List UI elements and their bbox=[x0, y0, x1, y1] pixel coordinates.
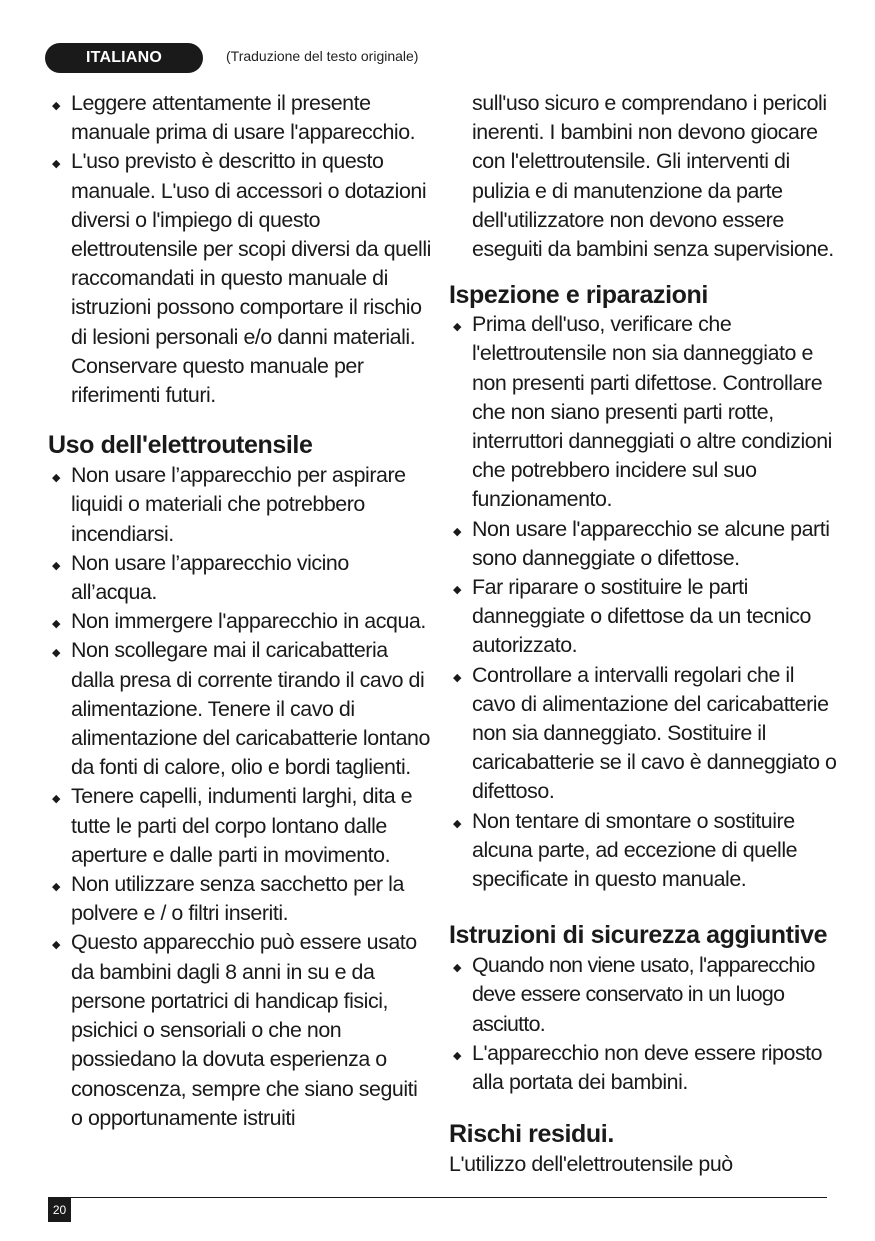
diamond-bullet-icon: ◆ bbox=[52, 559, 61, 572]
continuation-paragraph: sull'uso sicuro e comprendano i pericoli inerenti. I bambini non devono giocare con l'elettroutensile. Gli interventi di pulizia e di manutenzione da parte dell'utilizzatore non devono essere eseguiti da bambini senza supervisione. bbox=[472, 91, 834, 262]
section-title-ispezione: Ispezione e riparazioni bbox=[449, 281, 708, 310]
diamond-bullet-icon: ◆ bbox=[52, 472, 61, 485]
ispezione-bullet-list bbox=[449, 310, 839, 894]
page-number: 20 bbox=[48, 1198, 71, 1222]
list-item bbox=[48, 782, 433, 870]
list-item-text: Far riparare o sostituire le parti danneggiate o difettose da un tecnico autorizzato. bbox=[472, 575, 811, 658]
list-item-text: Non utilizzare senza sacchetto per la polvere e / o filtri inseriti. bbox=[71, 872, 404, 926]
section-title-uso: Uso dell'elettroutensile bbox=[48, 431, 313, 460]
language-badge: ITALIANO bbox=[45, 43, 203, 73]
diamond-bullet-icon: ◆ bbox=[52, 793, 61, 806]
footer-divider bbox=[48, 1197, 827, 1198]
diamond-bullet-icon: ◆ bbox=[52, 939, 61, 952]
right-column bbox=[449, 89, 839, 1180]
diamond-bullet-icon: ◆ bbox=[52, 881, 61, 894]
diamond-bullet-icon: ◆ bbox=[453, 1049, 462, 1062]
diamond-bullet-icon: ◆ bbox=[52, 618, 61, 631]
list-item bbox=[48, 870, 433, 928]
diamond-bullet-icon: ◆ bbox=[453, 671, 462, 684]
diamond-bullet-icon: ◆ bbox=[453, 584, 462, 597]
rischi-paragraph: L'utilizzo dell'elettroutensile può bbox=[449, 1152, 733, 1177]
list-item-text: Non usare l'apparecchio se alcune parti sono danneggiate o difettose. bbox=[472, 516, 830, 570]
list-item-text: Tenere capelli, indumenti larghi, dita e tutte le parti del corpo lontano dalle aperture e dalle parti in movimento. bbox=[71, 784, 413, 867]
list-item-text: Leggere attentamente il presente manuale prima di usare l'apparecchio. bbox=[71, 91, 416, 145]
diamond-bullet-icon: ◆ bbox=[52, 158, 61, 171]
diamond-bullet-icon: ◆ bbox=[52, 100, 61, 112]
list-item-text: Questo apparecchio può essere usato da bambini dagli 8 anni in su e da persone portatrici di handicap fisici, psichici o sensoriali o che non possiedano la dovuta esperienza o conoscenza, sempre che siano seguiti o opportunamente istruiti bbox=[71, 930, 418, 1130]
list-item-text: Non scollegare mai il caricabatteria dalla presa di corrente tirando il cavo di alimentazione. Tenere il cavo di alimentazione del caricabatterie lontano da fonti di calore, olio e bordi taglienti. bbox=[71, 638, 430, 780]
list-item-text: Non immergere l'apparecchio in acqua. bbox=[71, 609, 426, 634]
list-item-text: Non usare l’apparecchio vicino all’acqua. bbox=[71, 550, 349, 605]
translation-note: (Traduzione del testo originale) bbox=[226, 48, 419, 64]
list-item bbox=[449, 807, 839, 895]
list-item bbox=[48, 607, 433, 636]
left-column bbox=[48, 89, 433, 1133]
list-item bbox=[449, 310, 839, 514]
istruzioni-bullet-list bbox=[449, 951, 839, 1097]
list-item bbox=[449, 951, 839, 1039]
list-item bbox=[449, 573, 839, 661]
list-item bbox=[449, 1039, 839, 1097]
list-item bbox=[48, 147, 433, 410]
list-item-text: L'uso previsto è descritto in questo manuale. L'uso di accessori o dotazioni diversi o l'impiego di questo elettroutensile per scopi diversi da quelli raccomandati in questo manuale di istruzioni possono comportare il rischio di lesioni personali e/o danni materiali. Conservare questo manuale per riferimenti futuri. bbox=[71, 149, 431, 408]
diamond-bullet-icon: ◆ bbox=[453, 525, 462, 538]
list-item-text: Non tentare di smontare o sostituire alcuna parte, ad eccezione di quelle specificate in questo manuale. bbox=[472, 808, 798, 892]
list-item-text: Prima dell'uso, verificare che l'elettroutensile non sia danneggiato e non presenti parti difettose. Controllare che non siano presenti parti rotte, interruttori danneggiati o altre condizioni che potrebbero incidere sul suo funzionamento. bbox=[472, 312, 832, 512]
intro-bullet-list bbox=[48, 89, 433, 410]
list-item bbox=[449, 661, 839, 807]
list-item bbox=[449, 515, 839, 573]
list-item-text: L'apparecchio non deve essere riposto alla portata dei bambini. bbox=[472, 1040, 823, 1095]
list-item-text: Quando non viene usato, l'apparecchio deve essere conservato in un luogo asciutto. bbox=[472, 953, 815, 1036]
diamond-bullet-icon: ◆ bbox=[52, 647, 61, 660]
list-item bbox=[48, 928, 433, 1132]
diamond-bullet-icon: ◆ bbox=[453, 817, 462, 830]
section-title-istruzioni: Istruzioni di sicurezza aggiuntive bbox=[449, 921, 828, 950]
diamond-bullet-icon: ◆ bbox=[453, 321, 462, 334]
list-item bbox=[48, 461, 433, 549]
list-item-text: Non usare l’apparecchio per aspirare liquidi o materiali che potrebbero incendiarsi. bbox=[71, 463, 406, 546]
list-item bbox=[48, 89, 433, 147]
list-item-text: Controllare a intervalli regolari che il cavo di alimentazione del caricabatterie non sia danneggiato. Sostituire il caricabatterie se il cavo è danneggiato o difettoso. bbox=[472, 662, 837, 804]
section-title-rischi: Rischi residui. bbox=[449, 1120, 614, 1149]
list-item bbox=[48, 636, 433, 782]
diamond-bullet-icon: ◆ bbox=[453, 962, 461, 975]
uso-bullet-list bbox=[48, 461, 433, 1133]
list-item bbox=[48, 549, 433, 607]
